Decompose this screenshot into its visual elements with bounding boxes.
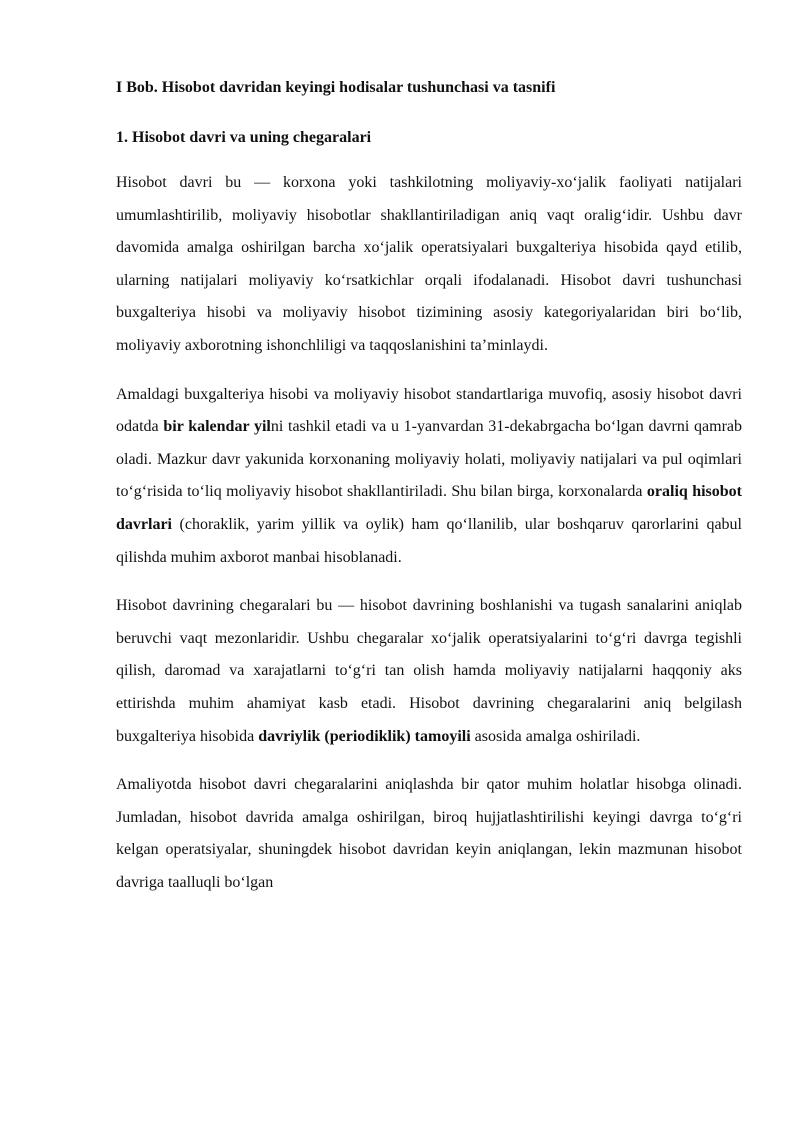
section-title: 1. Hisobot davri va uning chegaralari bbox=[116, 129, 372, 146]
paragraph-3 bbox=[116, 590, 742, 753]
document-page bbox=[116, 72, 742, 899]
paragraph-4: Amaliyotda hisobot davri chegaralarini aniqlashda bir qator muhim holatlar hisobga olinadi. Jumladan, hisobot davrida amalga oshirilgan, biroq hujjatlashtirilishi keyingi davrga to‘g‘ri kelgan operatsiyalar, shuningdek hisobot davridan keyin aniqlangan, lekin mazmunan hisobot davriga taalluqli bo‘lgan bbox=[116, 776, 742, 891]
paragraph-3-bold: davriylik (periodiklik) tamoyili bbox=[258, 727, 471, 745]
paragraph-3-text-a: Hisobot davrining chegaralari bu — hisobot davrining boshlanishi va tugash sanalarini aniqlab beruvchi vaqt mezonlaridir. Ushbu chegaralar xo‘jalik operatsiyalarini to‘g‘ri davrga tegishli qilish, daromad va xarajatlarni to‘g‘ri tan olish hamda moliyaviy natijalarni haqqoniy aks ettirishda muhim ahamiyat kasb etadi. Hisobot davrining chegaralarini aniq belgilash buxgalteriya hisobida bbox=[116, 597, 742, 745]
paragraph-2-text-c: (choraklik, yarim yillik va oylik) ham qo‘llanilib, ular boshqaruv qarorlarini qabul qilishda muhim axborot manbai hisoblanadi. bbox=[116, 515, 742, 566]
paragraph-2-text-b: ni tashkil etadi va u 1-yanvardan 31-dekabrgacha bo‘lgan davrni qamrab oladi. Mazkur davr yakunida korxonaning moliyaviy holati, moliyaviy natijalari va pul oqimlari to‘g‘risida to‘liq moliyaviy hisobot shakllantiriladi. Shu bilan birga, korxonalarda bbox=[116, 418, 742, 501]
paragraph-2-text-a: Amaldagi buxgalteriya hisobi va moliyaviy hisobot standartlariga muvofiq, asosiy hisobot davri odatda bbox=[116, 385, 742, 436]
paragraph-1: Hisobot davri bu — korxona yoki tashkilotning moliyaviy-xo‘jalik faoliyati natijalari umumlashtirilib, moliyaviy hisobotlar shakllantiriladigan aniq vaqt oralig‘idir. Ushbu davr davomida amalga oshirilgan barcha xo‘jalik operatsiyalari buxgalteriya hisobida qayd etilib, ularning natijalari moliyaviy ko‘rsatkichlar orqali ifodalanadi. Hisobot davri tushunchasi buxgalteriya hisobi va moliyaviy hisobot tizimining asosiy kategoriyalaridan biri bo‘lib, moliyaviy axborotning ishonchliligi va taqqoslanishini ta’minlaydi. bbox=[116, 174, 742, 354]
paragraph-2-bold-a: bir kalendar yil bbox=[163, 418, 271, 436]
paragraph-3-text-b: asosida amalga oshiriladi. bbox=[470, 727, 641, 745]
chapter-title: I Bob. Hisobot davridan keyingi hodisalar tushunchasi va tasnifi bbox=[116, 79, 556, 96]
paragraph-2 bbox=[116, 379, 742, 575]
paragraph-2-bold-b: oraliq hisobot davrlari bbox=[116, 483, 743, 533]
